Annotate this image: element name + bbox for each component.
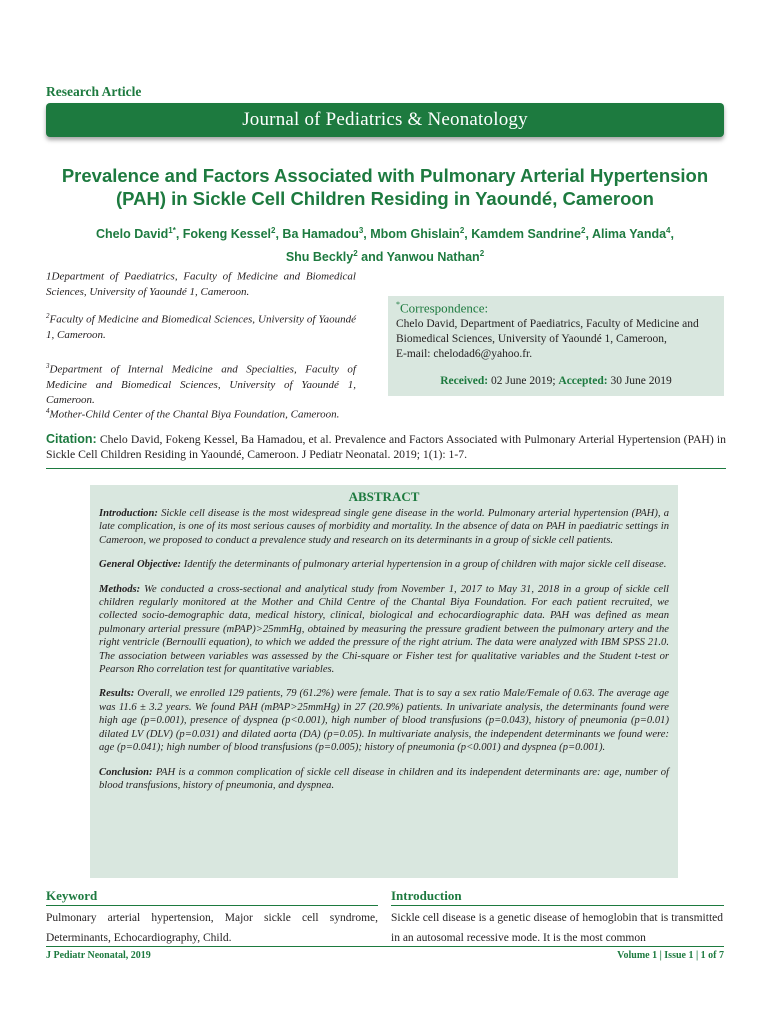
abstract-introduction: Introduction: Sickle cell disease is the most widespread single gene disease in the world. Pulmonary arterial hypertension (PAH), a late complication, is one of its most serious causes of morbidity and mortality. In the absence of data on PAH in paediatric settings in Cameroon, we proposed to conduct a prevalence study and research on its determinants in a group of sickle cell patients. <box>99 508 669 546</box>
author-affiliation-mark: 2 <box>353 249 358 259</box>
author-name: Chelo David <box>96 227 169 242</box>
author-name: Alima Yanda <box>591 227 667 242</box>
introduction-text: Sickle cell disease is a genetic disease of hemoglobin that is transmitted in an autosomal recessive mode. It is the most common <box>391 912 723 944</box>
author-affiliation-mark: 2 <box>271 226 276 235</box>
author-affiliation-mark: 2 <box>479 249 485 259</box>
accepted-date: 30 June 2019 <box>610 375 672 387</box>
affiliation-2: $^2$Faculty of Medicine and Biomedical Sciences, University of Yaoundé 1, Cameroon. <box>46 312 356 341</box>
citation-label: Citation: <box>46 432 97 446</box>
keyword-rule <box>46 905 378 906</box>
journal-banner <box>46 103 724 137</box>
received-date: 02 June 2019; <box>490 375 556 387</box>
introduction-heading: Introduction <box>391 888 462 903</box>
abstract-conclusion: Conclusion: PAH is a common complication of sickle cell disease in children and its independent determinants are: age, number of blood transfusions, history of pneumonia, and dyspnea. <box>99 766 669 791</box>
citation-text: Chelo David, Fokeng Kessel, Ba Hamadou, et al. Prevalence and Factors Associated with Pulmonary Arterial Hypertension (PAH) in Sickle Cell Children Residing in Yaoundé, Cameroon. J Pediatr Neonatal. 2019; 1(1): 1-7. <box>46 433 726 461</box>
footer-page-info: Volume 1 | Issue 1 | 1 of 7 <box>617 950 724 961</box>
author-affiliation-mark: 4 <box>666 226 671 235</box>
affiliation-1: 1Department of Paediatrics, Faculty of Medicine and Biomedical Sciences, University of Yaoundé 1, Cameroon. <box>46 270 356 298</box>
footer-journal: J Pediatr Neonatal, 2019 <box>46 950 151 961</box>
affiliation-3: $^3$Department of Internal Medicine and Specialties, Faculty of Medicine and Biomedical Sciences, University of Yaoundé 1, Cameroon. <box>46 362 356 406</box>
author-affiliation-mark: 3 <box>358 226 364 235</box>
author-list: Chelo David$^{1*}$, Fokeng Kessel$^2$, Ba Hamadou$^3$, Mbom Ghislain$^2$, Kamdem Sandrine$^2$, Alima Yanda$^4$, Shu Beckly$^2$ and Yanwou Nathan$^2$ <box>96 226 674 265</box>
author-affiliation-mark: 1* <box>168 226 176 235</box>
footer-divider <box>46 946 724 947</box>
correspondence-box <box>388 296 724 396</box>
keyword-heading: Keyword <box>46 888 98 903</box>
author-affiliation-mark: 2 <box>581 226 586 235</box>
author-name: Fokeng Kessel <box>182 227 272 242</box>
correspondence-text: Chelo David, Department of Paediatrics, Faculty of Medicine and Biomedical Sciences, University of Yaoundé 1, Cameroon, E-mail: chelodad6@yahoo.fr. <box>396 318 699 361</box>
abstract-methods: Methods: We conducted a cross-sectional and analytical study from November 1, 2017 to May 31, 2018 in a group of sickle cell children regularly monitored at the Mother and Child Centre of the Chantal Biya Foundation. For each patient recruited, we collected socio-demographic data, medical history, clinical, biological and echocardiographic data. PAH was defined as mean pulmonary arterial pressure (mPAP)>25mmHg, obtained by measuring the pressure gradient between the pulmonary artery and the right ventricle (Bernoulli equation), to which we added the pressure of the right atrium. The data were analyzed with IBM SPSS 21.0. The association between variables was assessed by the Chi-square or Fisher test for qualitative variables and the Student t-test or Pearson Rho correlation test for quantitative variables. <box>99 583 669 676</box>
section-divider <box>46 468 726 469</box>
correspondence-title: *Correspondence: <box>396 300 489 316</box>
abstract-results: Results: Overall, we enrolled 129 patients, 79 (61.2%) were female. That is to say a sex ratio Male/Female of 0.63. The average age was 11.6 ± 3.2 years. We found PAH (mPAP>25mmHg) in 27 (20.9%) patients. In univariate analysis, the determinants found were high age (p=0.001), presence of dyspnea (p<0.001), high number of blood transfusions (p=0.043), history of pneumonia (p=0.01) dilated LV (DLV) (p=0.031) and dilated aorta (DA) (p=0.05). In multivariate analysis, the independent determinants we found were: age (p=0.041); high number of blood transfusions (p=0.005); history of pneumonia (p<0.001) and dyspnea (p=0.001). <box>99 688 669 754</box>
author-affiliation-mark: 2 <box>459 226 465 235</box>
article-dates: Received: 02 June 2019; Accepted: 30 June 2019 <box>440 375 672 387</box>
affiliation-4: $^4$Mother-Child Center of the Chantal Biya Foundation, Cameroon. <box>46 407 340 421</box>
article-type-label: Research Article <box>46 84 142 99</box>
paper-title: Prevalence and Factors Associated with Pulmonary Arterial Hypertension (PAH) in Sickle Cell Children Residing in Yaoundé, Cameroon <box>61 165 709 209</box>
author-name: Shu Beckly <box>285 250 354 265</box>
author-name: Ba Hamadou <box>282 227 359 242</box>
correspondence-email[interactable]: E-mail: chelodad6@yahoo.fr. <box>396 348 533 361</box>
abstract-objective: General Objective: Identify the determinants of pulmonary arterial hypertension in a group of children with major sickle cell disease. <box>99 559 667 571</box>
author-name: Mbom Ghislain <box>370 227 460 242</box>
citation <box>46 432 726 462</box>
abstract-box <box>90 485 678 878</box>
journal-name: Journal of Pediatrics & Neonatology <box>242 109 528 130</box>
author-name: Kamdem Sandrine <box>471 227 581 242</box>
author-name: Yanwou Nathan <box>386 250 480 265</box>
introduction-rule <box>391 905 724 906</box>
keyword-text: Pulmonary arterial hypertension, Major sickle cell syndrome, Determinants, Echocardiography, Child. <box>46 912 378 944</box>
abstract-heading: ABSTRACT <box>348 489 420 504</box>
